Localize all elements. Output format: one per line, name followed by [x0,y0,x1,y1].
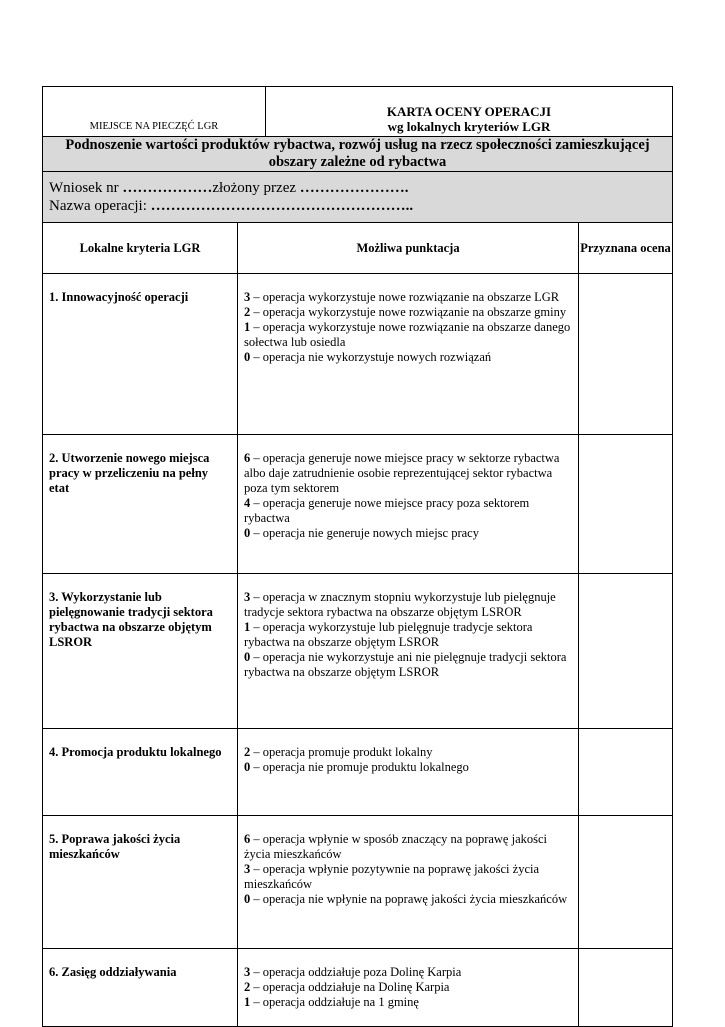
points-option [244,832,572,862]
criterion-label: 4. Promocja produktu lokalnego [43,729,238,816]
points-value: 1 [244,620,251,634]
criterion-label: 2. Utworzenie nowego miejsca pracy w przeliczeniu na pełny etat [43,435,238,574]
score-field[interactable] [579,816,673,949]
points-options [238,574,579,729]
points-value: 3 [244,590,251,604]
points-value: 4 [244,496,251,510]
form-title-line1: KARTA OCENY OPERACJI [386,104,552,119]
points-description: – operacja wpłynie pozytywnie na poprawę jakości życia mieszkańców [244,862,540,891]
score-field[interactable] [579,435,673,574]
points-value: 2 [244,745,251,759]
criteria-rows [43,274,673,1027]
points-options [238,949,579,1027]
points-description: – operacja wykorzystuje nowe rozwiązanie na obszarze LGR [250,290,560,304]
operation-name-field[interactable]: …………………………………………….. [150,198,414,214]
column-header-score: Przyznana ocena [579,223,673,274]
table-row [43,729,673,816]
points-options [238,435,579,574]
points-description: – operacja wpłynie w sposób znaczący na poprawę jakości życia mieszkańców [244,832,548,861]
points-option [244,760,572,775]
points-value: 0 [244,650,251,664]
points-option [244,892,572,907]
application-info [43,172,673,223]
points-option [244,590,572,620]
table-row [43,574,673,729]
points-option [244,620,572,650]
column-header-points: Możliwa punktacja [238,223,579,274]
criteria-table [42,222,673,1027]
points-description: – operacja generuje nowe miejsce pracy poza sektorem rybactwa [244,496,530,525]
points-description: – operacja nie wpłynie na poprawę jakości życia mieszkańców [250,892,568,906]
points-description: – operacja nie wykorzystuje nowych rozwiązań [250,350,492,364]
points-value: 1 [244,320,251,334]
points-option [244,290,572,305]
points-value: 0 [244,760,251,774]
points-value: 3 [244,290,251,304]
table-row [43,435,673,574]
criterion-label: 6. Zasięg oddziaływania [43,949,238,1027]
criterion-label: 5. Poprawa jakości życia mieszkańców [43,816,238,949]
points-option [244,350,572,365]
form-title-line2: wg lokalnych kryteriów LGR [387,119,551,134]
points-options [238,274,579,435]
points-value: 3 [244,862,251,876]
points-option [244,320,572,350]
stamp-label: MIEJSCE NA PIECZĘĆ LGR [89,121,219,132]
points-value: 3 [244,965,251,979]
applicant-field[interactable]: …………………. [299,180,409,196]
points-description: – operacja nie wykorzystuje ani nie pielęgnuje tradycji sektora rybactwa na obszarze objętym LSROR [244,650,567,679]
criterion-label: 3. Wykorzystanie lub pielęgnowanie tradycji sektora rybactwa na obszarze objętym LSROR [43,574,238,729]
header-table [42,86,673,223]
points-option [244,862,572,892]
points-option [244,995,572,1010]
points-description: – operacja oddziałuje na 1 gminę [250,995,419,1009]
points-description: – operacja wykorzystuje nowe rozwiązanie na obszarze gminy [250,305,567,319]
points-value: 6 [244,832,251,846]
points-value: 6 [244,451,251,465]
score-field[interactable] [579,274,673,435]
application-line [49,179,672,197]
evaluation-form [42,86,672,1027]
nazwa-label: Nazwa operacji: [49,198,151,214]
score-field[interactable] [579,574,673,729]
points-option [244,496,572,526]
points-value: 1 [244,995,251,1009]
points-description: – operacja promuje produkt lokalny [250,745,433,759]
score-field[interactable] [579,729,673,816]
points-options [238,816,579,949]
points-description: – operacja wykorzystuje lub pielęgnuje tradycje sektora rybactwa na obszarze objętym LSROR [244,620,533,649]
points-description: – operacja w znacznym stopniu wykorzystuje lub pielęgnuje tradycje sektora rybactwa na obszarze objętym LSROR [244,590,556,619]
zlozony-label: złożony przez [212,180,300,196]
points-option [244,965,572,980]
form-title [266,87,673,137]
points-value: 0 [244,350,251,364]
column-header-criteria: Lokalne kryteria LGR [43,223,238,274]
points-value: 0 [244,526,251,540]
points-value: 2 [244,305,251,319]
table-row [43,274,673,435]
table-row [43,949,673,1027]
operation-name-line [49,197,672,215]
wniosek-number-field[interactable]: ……………… [122,180,213,196]
points-option [244,745,572,760]
points-value: 2 [244,980,251,994]
points-description: – operacja generuje nowe miejsce pracy w sektorze rybactwa albo daje zatrudnienie osobie reprezentującej sektor rybactwa poza tym sektorem [244,451,560,495]
points-option [244,980,572,995]
criterion-label: 1. Innowacyjność operacji [43,274,238,435]
points-description: – operacja wykorzystuje nowe rozwiązanie na obszarze danego sołectwa lub osiedla [244,320,571,349]
points-options [238,729,579,816]
wniosek-label: Wniosek nr [49,180,123,196]
points-value: 0 [244,892,251,906]
points-option [244,451,572,496]
points-option [244,305,572,320]
points-description: – operacja nie generuje nowych miejsc pracy [250,526,479,540]
points-description: – operacja nie promuje produktu lokalnego [250,760,469,774]
band-title: Podnoszenie wartości produktów rybactwa, rozwój usług na rzecz społeczności zamieszkującej obszary zależne od rybactwa [43,137,673,172]
points-option [244,650,572,680]
points-description: – operacja oddziałuje na Dolinę Karpia [250,980,450,994]
points-option [244,526,572,541]
points-description: – operacja oddziałuje poza Dolinę Karpia [250,965,462,979]
stamp-area [43,87,266,137]
score-field[interactable] [579,949,673,1027]
table-row [43,816,673,949]
